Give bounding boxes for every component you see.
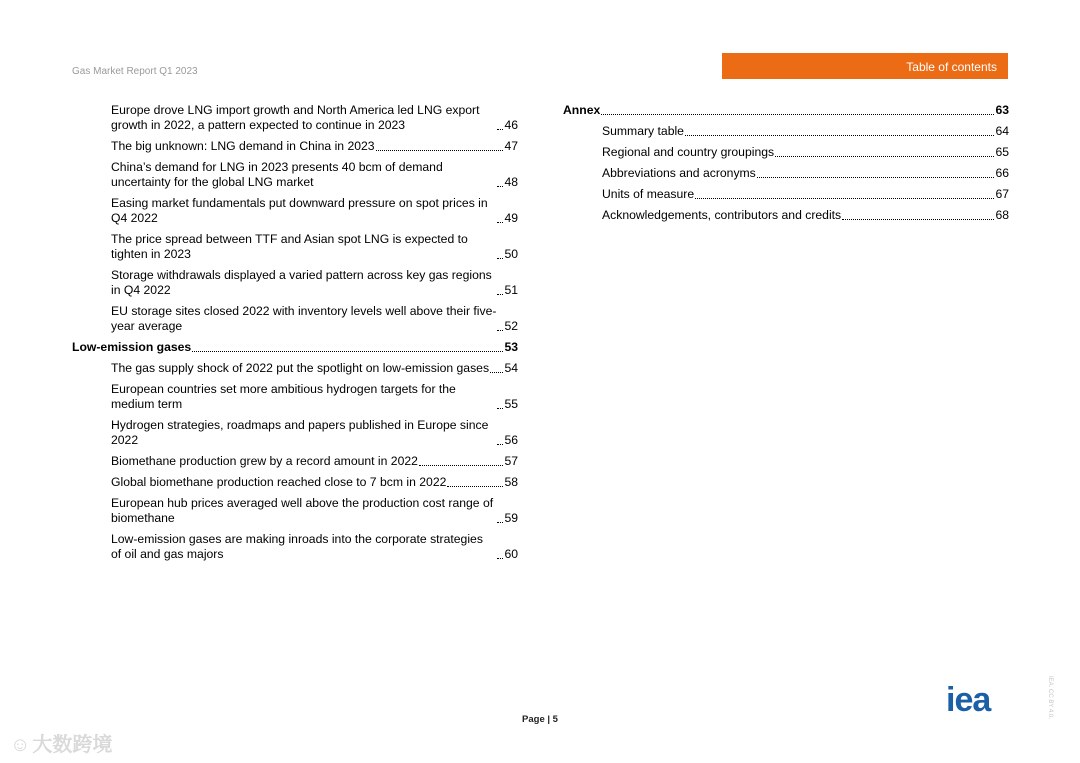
toc-entry-title: China’s demand for LNG in 2023 presents 40 bcm of demand uncertainty for the global LNG market bbox=[111, 160, 443, 189]
toc-entry-page: 66 bbox=[995, 166, 1009, 180]
toc-entry[interactable] bbox=[72, 232, 518, 262]
dot-leader bbox=[842, 219, 994, 220]
dot-leader bbox=[497, 408, 503, 409]
toc-entry-title: Storage withdrawals displayed a varied pattern across key gas regions in Q4 2022 bbox=[111, 268, 492, 297]
watermark-logo-icon: ☺ bbox=[10, 734, 31, 756]
dot-leader bbox=[497, 222, 503, 223]
dot-leader bbox=[497, 258, 503, 259]
toc-entry-title: Europe drove LNG import growth and North America led LNG export growth in 2022, a pattern expected to continue in 2023 bbox=[111, 103, 480, 132]
toc-entry-page: 58 bbox=[504, 475, 518, 489]
toc-entry-page: 53 bbox=[504, 340, 518, 354]
toc-entry-page: 67 bbox=[995, 187, 1009, 201]
dot-leader bbox=[419, 465, 504, 466]
dot-leader bbox=[497, 522, 503, 523]
toc-entry-page: 63 bbox=[995, 103, 1009, 117]
toc-entry[interactable] bbox=[563, 124, 1009, 139]
dot-leader bbox=[775, 156, 994, 157]
iea-logo: iea bbox=[946, 681, 991, 719]
toc-entry-title: Abbreviations and acronyms bbox=[602, 166, 756, 180]
toc-entry-page: 50 bbox=[504, 247, 518, 261]
toc-entry-title: European hub prices averaged well above the production cost range of biomethane bbox=[111, 496, 494, 525]
toc-entry-title: The gas supply shock of 2022 put the spotlight on low-emission gases bbox=[111, 361, 490, 375]
dot-leader bbox=[497, 294, 503, 295]
toc-entry-title: European countries set more ambitious hydrogen targets for the medium term bbox=[111, 382, 456, 411]
watermark-text: 大数跨境 bbox=[32, 734, 113, 756]
dot-leader bbox=[192, 351, 503, 352]
toc-entry[interactable] bbox=[72, 160, 518, 190]
toc-entry-title: Summary table bbox=[602, 124, 684, 138]
toc-entry-page: 60 bbox=[504, 547, 518, 561]
watermark bbox=[10, 728, 112, 757]
toc-entry[interactable] bbox=[72, 475, 518, 490]
toc-entry-page: 47 bbox=[504, 139, 518, 153]
dot-leader bbox=[497, 129, 503, 130]
toc-entry-title: Easing market fundamentals put downward pressure on spot prices in Q4 2022 bbox=[111, 196, 488, 225]
toc-entry-title: Units of measure bbox=[602, 187, 695, 201]
toc-entry-title: Regional and country groupings bbox=[602, 145, 775, 159]
dot-leader bbox=[497, 558, 503, 559]
toc-entry-page: 57 bbox=[504, 454, 518, 468]
toc-entry[interactable] bbox=[563, 208, 1009, 223]
toc-entry-page: 54 bbox=[504, 361, 518, 375]
toc-entry[interactable] bbox=[72, 304, 518, 334]
table-of-contents-badge[interactable]: Table of contents bbox=[722, 53, 1008, 79]
toc-entry-title: Low-emission gases are making inroads into the corporate strategies of oil and gas majors bbox=[111, 532, 483, 561]
toc-entry-page: 65 bbox=[995, 145, 1009, 159]
toc-entry[interactable] bbox=[72, 532, 518, 562]
toc-entry[interactable] bbox=[72, 418, 518, 448]
dot-leader bbox=[757, 177, 995, 178]
toc-entry[interactable] bbox=[72, 103, 518, 133]
dot-leader bbox=[490, 372, 503, 373]
dot-leader bbox=[685, 135, 994, 136]
toc-entry-page: 52 bbox=[504, 319, 518, 333]
toc-entry[interactable] bbox=[563, 166, 1009, 181]
toc-entry[interactable] bbox=[563, 187, 1009, 202]
toc-section-entry[interactable] bbox=[72, 340, 518, 355]
toc-entry[interactable] bbox=[72, 454, 518, 469]
dot-leader bbox=[497, 444, 503, 445]
toc-entry[interactable] bbox=[72, 361, 518, 376]
toc-entry-title: Annex bbox=[563, 103, 601, 117]
toc-entry-title: Acknowledgements, contributors and credits bbox=[602, 208, 842, 222]
license-note: IEA. CC BY 4.0. bbox=[1047, 676, 1053, 719]
toc-entry-page: 48 bbox=[504, 175, 518, 189]
toc-entry-page: 59 bbox=[504, 511, 518, 525]
toc-entry[interactable] bbox=[563, 145, 1009, 160]
toc-entry-page: 56 bbox=[504, 433, 518, 447]
dot-leader bbox=[695, 198, 994, 199]
toc-entry-page: 49 bbox=[504, 211, 518, 225]
page-number: Page | 5 bbox=[522, 714, 558, 725]
toc-entry-title: Global biomethane production reached close to 7 bcm in 2022 bbox=[111, 475, 447, 489]
dot-leader bbox=[447, 486, 503, 487]
toc-entry[interactable] bbox=[72, 139, 518, 154]
toc-entry-page: 68 bbox=[995, 208, 1009, 222]
toc-entry-title: Low-emission gases bbox=[72, 340, 192, 354]
toc-entry[interactable] bbox=[72, 268, 518, 298]
dot-leader bbox=[497, 186, 503, 187]
toc-left-column bbox=[72, 103, 518, 568]
toc-entry[interactable] bbox=[72, 496, 518, 526]
toc-entry-title: Biomethane production grew by a record amount in 2022 bbox=[111, 454, 418, 468]
toc-entry-title: The big unknown: LNG demand in China in 2023 bbox=[111, 139, 375, 153]
dot-leader bbox=[497, 330, 503, 331]
toc-entry-page: 46 bbox=[504, 118, 518, 132]
toc-entry-title: Hydrogen strategies, roadmaps and papers published in Europe since 2022 bbox=[111, 418, 489, 447]
toc-entry-page: 64 bbox=[995, 124, 1009, 138]
dot-leader bbox=[601, 114, 994, 115]
toc-entry[interactable] bbox=[72, 196, 518, 226]
toc-entry-title: EU storage sites closed 2022 with inventory levels well above their five-year average bbox=[111, 304, 497, 333]
toc-entry[interactable] bbox=[72, 382, 518, 412]
dot-leader bbox=[376, 150, 504, 151]
toc-entry-page: 51 bbox=[504, 283, 518, 297]
report-title: Gas Market Report Q1 2023 bbox=[72, 66, 198, 77]
toc-section-entry[interactable] bbox=[563, 103, 1009, 118]
toc-entry-title: The price spread between TTF and Asian spot LNG is expected to tighten in 2023 bbox=[111, 232, 468, 261]
toc-right-column bbox=[563, 103, 1009, 229]
toc-entry-page: 55 bbox=[504, 397, 518, 411]
